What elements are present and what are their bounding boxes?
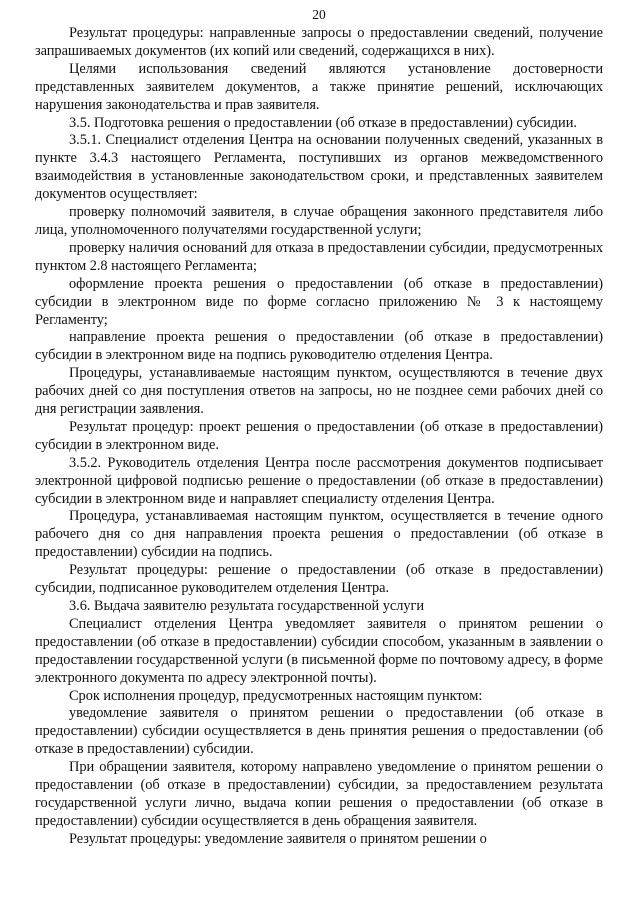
page-number: 20 <box>312 7 326 22</box>
list-item: проверку полномочий заявителя, в случае обращения законного представителя либо лица, уполномоченного получателями государственной услуги; <box>35 204 603 238</box>
paragraph: Специалист отделения Центра уведомляет заявителя о принятом решении о предоставлении (об отказе в предоставлении) субсидии способом, указанным в заявлении о предоставлении государственной услуги (в письменной форме по почтовому адресу, в форме электронного документа по адресу электронной почты). <box>35 615 603 686</box>
list-item: проверку наличия оснований для отказа в предоставлении субсидии, предусмотренных пунктом 2.8 настоящего Регламента; <box>35 239 603 274</box>
paragraph: Срок исполнения процедур, предусмотренных настоящим пунктом: <box>69 687 483 704</box>
paragraph: 3.5.1. Специалист отделения Центра на основании полученных сведений, указанных в пункте 3.4.3 настоящего Регламента, поступивших из органов межведомственного взаимодействия в установленные законодательством сроки, и представленных заявителем документов осуществляет: <box>35 132 603 203</box>
section-heading: 3.5. Подготовка решения о предоставлении (об отказе в предоставлении) субсидии. <box>69 114 577 131</box>
list-item: уведомление заявителя о принятом решении о предоставлении (об отказе в предоставлении) субсидии осуществляется в день принятия решения о предоставлении (об отказе в предоставлении) субсидии. <box>35 705 603 758</box>
paragraph: Результат процедуры: уведомление заявителя о принятом решении о <box>69 830 487 847</box>
paragraph: Целями использования сведений являются установление достоверности представленных заявителем документов, а также принятие решений, исключающих нарушения законодательства и прав заявителя. <box>35 60 603 113</box>
paragraph: При обращении заявителя, которому направлено уведомление о принятом решении о предоставлении (об отказе в предоставлении) субсидии, за предоставлением результата государственной услуги лично, выдача копии решения о предоставлении (об отказе в предоставлении) субсидии осуществляется в день обращения заявителя. <box>35 759 603 829</box>
paragraph: Результат процедур: проект решения о предоставлении (об отказе в предоставлении) субсидии в электронном виде. <box>35 418 603 453</box>
paragraph: Процедура, устанавливаемая настоящим пунктом, осуществляется в течение одного рабочего дня со дня направления проекта решения о предоставлении (об отказе в предоставлении) субсидии на подпись. <box>35 508 603 561</box>
paragraph: Результат процедуры: направленные запросы о предоставлении сведений, получение запрашиваемых документов (их копий или сведений, содержащихся в них). <box>35 25 603 59</box>
paragraph: 3.5.2. Руководитель отделения Центра после рассмотрения документов подписывает электронной цифровой подписью решение о предоставлении (об отказе в предоставлении) субсидии в электронном виде и направляет специалисту отделения Центра. <box>35 454 603 507</box>
paragraph: Процедуры, устанавливаемые настоящим пунктом, осуществляются в течение двух рабочих дней со дня поступления ответов на запросы, но не позднее семи рабочих дней со дня регистрации заявления. <box>35 365 603 418</box>
section-heading: 3.6. Выдача заявителю результата государственной услуги <box>69 598 424 614</box>
document-page <box>35 6 603 849</box>
list-item: направление проекта решения о предоставлении (об отказе в предоставлении) субсидии в электронном виде на подпись руководителю отделения Центра. <box>35 329 603 364</box>
paragraph: Результат процедуры: решение о предоставлении (об отказе в предоставлении) субсидии, подписанное руководителем отделения Центра. <box>35 562 603 597</box>
list-item: оформление проекта решения о предоставлении (об отказе в предоставлении) субсидии в электронном виде по форме согласно приложению № 3 к настоящему Регламенту; <box>35 275 603 328</box>
